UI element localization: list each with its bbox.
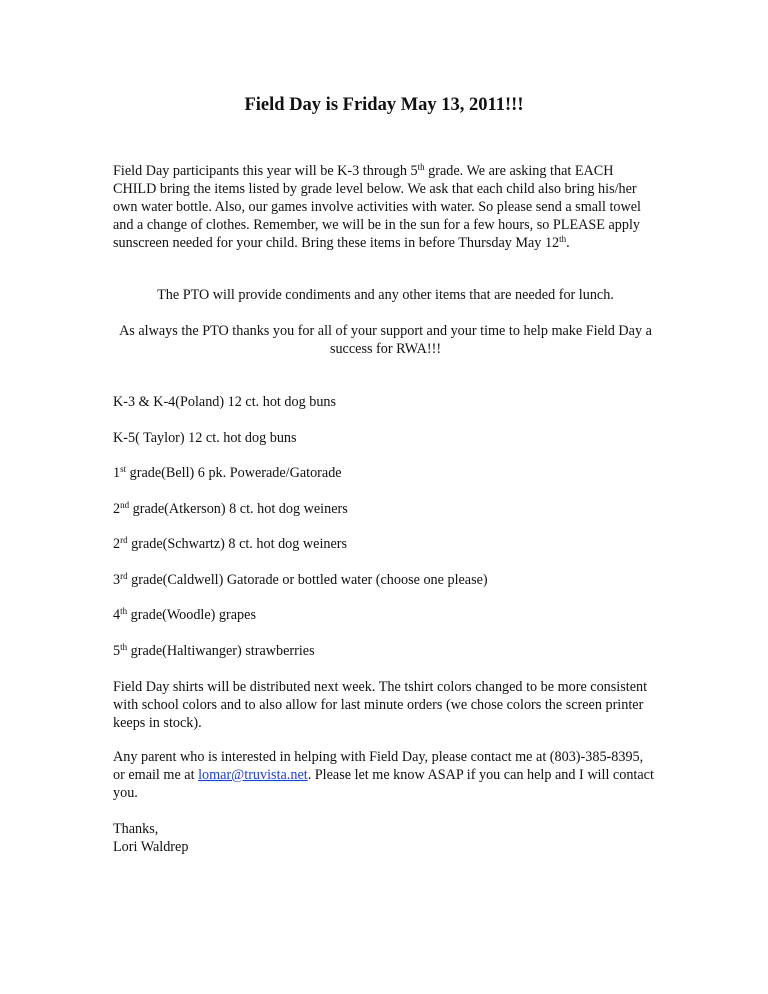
list-item: 1st grade(Bell) 6 pk. Powerade/Gatorade (113, 464, 342, 481)
list-item: 5th grade(Haltiwanger) strawberries (113, 642, 315, 659)
contact-paragraph (113, 748, 658, 802)
intro-paragraph (113, 162, 658, 252)
list-item: K-5( Taylor) 12 ct. hot dog buns (113, 430, 297, 446)
intro-text-c: . (566, 235, 570, 251)
list-item: 2nd grade(Atkerson) 8 ct. hot dog weiners (113, 500, 348, 517)
signature-name: Lori Waldrep (113, 839, 189, 855)
thanks-note: As always the PTO thanks you for all of your support and your time to help make Field Day a success for RWA!!! (119, 323, 652, 357)
email-link[interactable]: lomar@truvista.net (198, 767, 308, 783)
intro-text-b: grade. We are asking that EACH CHILD bring the items listed by grade level below. We ask that each child also bring his/her own water bottle. Also, our games involve activities with water. So please send a small towel and a change of clothes. Remember, we will be in the sun for a few hours, so PLEASE apply sunscreen needed for your child. Bring these items in before Thursday May 12 (113, 163, 641, 251)
list-item: 4th grade(Woodle) grapes (113, 606, 256, 623)
closing-text: Thanks, (113, 821, 159, 837)
pto-note: The PTO will provide condiments and any other items that are needed for lunch. (157, 287, 614, 303)
list-item: 2rd grade(Schwartz) 8 ct. hot dog weiners (113, 535, 348, 552)
list-item: 3rd grade(Caldwell) Gatorade or bottled water (choose one please) (113, 571, 488, 588)
intro-text-a: Field Day participants this year will be K-3 through 5 (113, 163, 418, 179)
page-title: Field Day is Friday May 13, 2011!!! (244, 95, 524, 115)
contact-text-before: Any parent who is interested in helping with Field Day, please contact me at (803)-385-8395, or email me at (113, 749, 644, 783)
contact-text-after: . Please let me know ASAP if you can help and I will contact you. (113, 767, 654, 801)
shirts-paragraph: Field Day shirts will be distributed next week. The tshirt colors changed to be more consistent with school colors and to also allow for last minute orders (we chose colors the screen printer keeps in stock). (113, 679, 648, 731)
list-item: K-3 & K-4(Poland) 12 ct. hot dog buns (113, 394, 337, 410)
intro-superscript-2: th (559, 234, 567, 244)
intro-superscript: th (417, 162, 425, 172)
